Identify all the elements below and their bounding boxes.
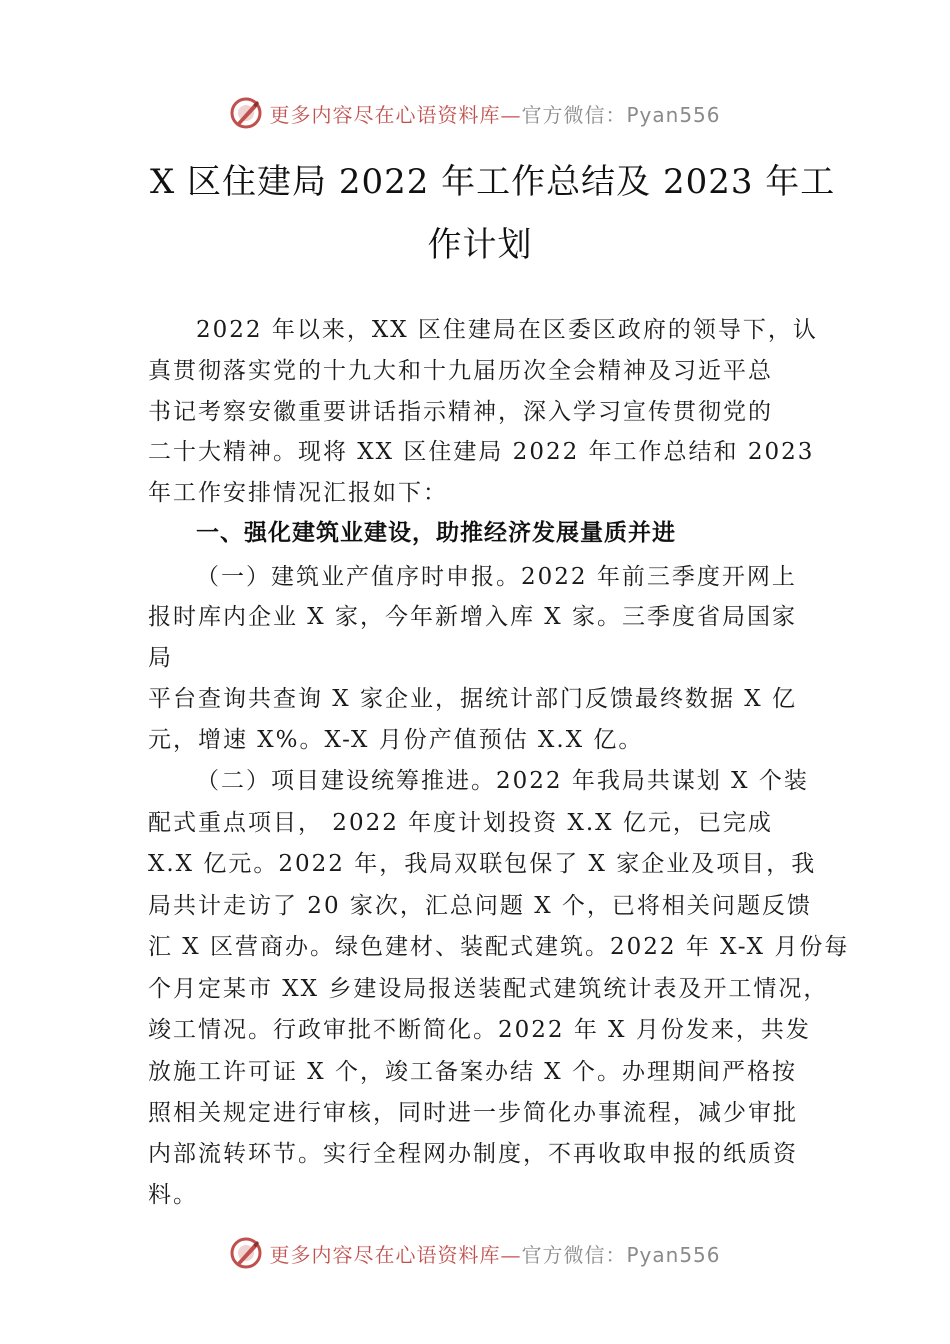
banner-wechat-label: 官方微信： [521, 1242, 627, 1267]
pen-seal-logo-icon [229, 1236, 263, 1270]
body-line: 报时库内企业 X 家，今年新增入库 X 家。三季度省局国家 [148, 604, 797, 630]
body-line: 料。 [148, 1182, 198, 1208]
body-line: 内部流转环节。实行全程网办制度，不再收取申报的纸质资 [148, 1141, 798, 1167]
body-line: 元，增速 X%。X-X 月份产值预估 X.X 亿。 [148, 727, 644, 753]
body-line: （一）建筑业产值序时申报。2022 年前三季度开网上 [196, 564, 797, 590]
banner-wechat-label: 官方微信： [521, 102, 627, 127]
body-line: 年工作安排情况汇报如下： [148, 480, 448, 506]
banner-dash: — [500, 1242, 522, 1267]
footer-banner [0, 1233, 950, 1273]
body-line: 局共计走访了 20 家次，汇总问题 X 个，已将相关问题反馈 [148, 893, 812, 919]
body-line: 配式重点项目， 2022 年度计划投资 X.X 亿元，已完成 [148, 810, 773, 836]
body-line: 个月定某市 XX 乡建设局报送装配式建筑统计表及开工情况， [148, 976, 829, 1002]
section-heading: 一、强化建筑业建设，助推经济发展量质并进 [196, 520, 676, 546]
header-banner [0, 93, 950, 133]
body-line: 汇 X 区营商办。绿色建材、装配式建筑。2022 年 X-X 月份每 [148, 934, 850, 960]
body-line: 放施工许可证 X 个，竣工备案办结 X 个。办理期间严格按 [148, 1059, 797, 1085]
body-line: （二）项目建设统筹推进。2022 年我局共谋划 X 个装 [196, 768, 809, 794]
body-line: 2022 年以来，XX 区住建局在区委区政府的领导下，认 [196, 317, 818, 343]
body-line: X.X 亿元。2022 年，我局双联包保了 X 家企业及项目，我 [148, 851, 817, 877]
body-line: 照相关规定进行审核，同时进一步简化办事流程，减少审批 [148, 1100, 798, 1126]
body-line: 局 [148, 645, 173, 671]
pen-seal-logo-icon [229, 96, 263, 130]
banner-wechat-id: Pyan556 [626, 102, 721, 127]
banner-site-text: 更多内容尽在心语资料库 [269, 1242, 501, 1267]
document-title-line-1: X 区住建局 2022 年工作总结及 2023 年工 [150, 162, 836, 202]
banner-text [269, 99, 720, 128]
body-line: 平台查询共查询 X 家企业，据统计部门反馈最终数据 X 亿 [148, 686, 797, 712]
body-line: 书记考察安徽重要讲话指示精神，深入学习宣传贯彻党的 [148, 399, 773, 425]
body-line: 真贯彻落实党的十九大和十九届历次全会精神及习近平总 [148, 358, 773, 384]
banner-site-text: 更多内容尽在心语资料库 [269, 102, 501, 127]
body-line: 二十大精神。现将 XX 区住建局 2022 年工作总结和 2023 [148, 439, 815, 465]
document-title-line-2: 作计划 [427, 225, 533, 265]
banner-wechat-id: Pyan556 [626, 1242, 721, 1267]
banner-dash: — [500, 102, 522, 127]
banner-text [269, 1239, 720, 1268]
body-line: 竣工情况。行政审批不断简化。2022 年 X 月份发来，共发 [148, 1017, 811, 1043]
